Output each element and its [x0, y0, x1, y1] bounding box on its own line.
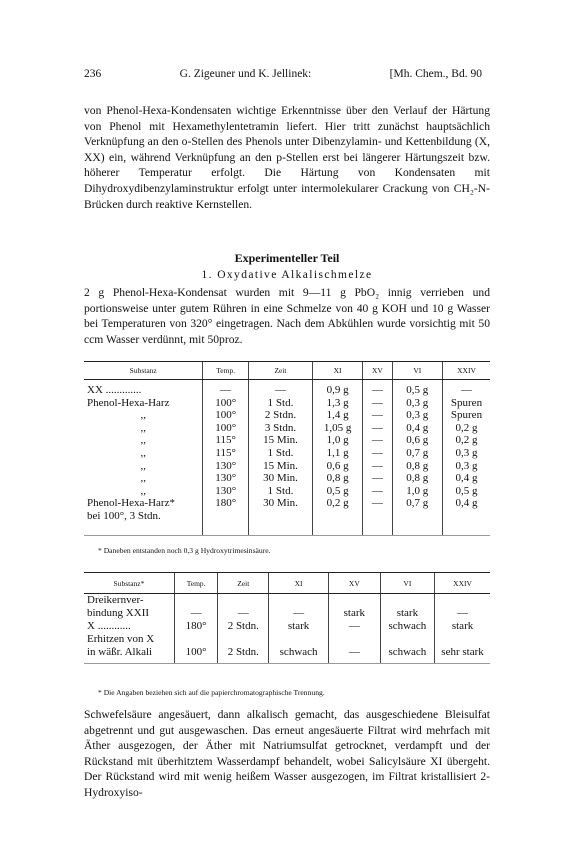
table1-cell: 0,4 g [392, 422, 442, 435]
table1-header-row [84, 362, 490, 380]
table1-footnote: * Daneben entstanden noch 0,3 g Hydroxytrimesinsäure. [98, 546, 271, 555]
table2-cell: stark [269, 620, 329, 633]
table1-cell: 0,3 g [392, 397, 442, 410]
table2-cell: bindung XXII [87, 607, 150, 619]
table2-cell: — [328, 620, 380, 633]
table2-cell [435, 594, 490, 607]
table1-cell: 130° [203, 460, 249, 473]
table1-cell: 115° [203, 434, 249, 447]
table2-cell: stark [380, 607, 434, 620]
page-number: 236 [84, 68, 102, 80]
table1-cell: ,, [140, 409, 146, 422]
table1-cell: 1,0 g [392, 485, 442, 498]
table1-cell: 0,6 g [313, 460, 363, 473]
table2-header-cell: XI [269, 573, 329, 594]
subsection-title: 1. Oxydative Alkalischmelze [201, 269, 373, 281]
table2-cell [218, 633, 269, 646]
table2-cell: sehr stark [435, 646, 490, 664]
table1-cell: XX ............. [87, 384, 142, 396]
table1-cell: 0,4 g [442, 497, 490, 510]
table1-cell: 100° [203, 422, 249, 435]
table1-cell: 0,5 g [442, 485, 490, 498]
running-header [84, 68, 482, 80]
table1-cell: 0,3 g [442, 460, 490, 473]
table1-cell: 0,4 g [442, 472, 490, 485]
table1-cell: ,, [140, 421, 146, 434]
table2-header-cell: Substanz* [84, 573, 174, 594]
table1-row [84, 485, 490, 498]
table1-header-cell: XI [313, 362, 363, 380]
table1-cell: ,, [140, 434, 146, 447]
table2-cell: 100° [174, 646, 217, 664]
table1-cell: 30 Min. [248, 472, 312, 485]
table1-cell: 0,2 g [442, 422, 490, 435]
table1-cell: ,, [140, 484, 146, 497]
table1-cell: 0,8 g [313, 472, 363, 485]
table1-cell: 1,3 g [313, 397, 363, 410]
table2-row [84, 633, 490, 646]
table1-cell [203, 510, 249, 535]
closing-paragraph: Schwefelsäure angesäuert, dann alkalisch gemacht, das ausgeschiedene Bleisulfat abgetrennt und gut ausgewaschen. Das erneut angesäuerte Filtrat wird mehrfach mit Äther ausgezogen, der Äther mit Natriumsulfat getrocknet, verdampft und der Rückstand mit überhitztem Wasserdampf behandelt, wobei Salicylsäure XI übergeht. Der Rückstand wird mit wenig heißem Wasser ausgezogen, im Filtrat kristallisiert 2-Hydroxyiso- [84, 708, 490, 799]
table1-cell: Spuren [442, 397, 490, 410]
table2-header-cell: XXIV [435, 573, 490, 594]
table1-cell: 100° [203, 397, 249, 410]
table1-row [84, 397, 490, 410]
table2-cell: Dreikernver- [87, 594, 144, 606]
table2-cell [435, 633, 490, 646]
table1-cell: — [363, 485, 392, 498]
table1-cell: 0,6 g [392, 434, 442, 447]
table1-cell: 15 Min. [248, 460, 312, 473]
table2-cell: — [174, 607, 217, 620]
table2-cell: X ............ [87, 620, 131, 632]
table1-cell: 0,3 g [442, 447, 490, 460]
table1-cell: 1 Std. [248, 397, 312, 410]
table1-header-cell: Temp. [203, 362, 249, 380]
table2-cell: schwach [380, 620, 434, 633]
table2-cell: — [269, 607, 329, 620]
table1-cell [248, 510, 312, 535]
table1-cell: 0,8 g [392, 472, 442, 485]
table1-row [84, 497, 490, 510]
table1-cell: — [363, 460, 392, 473]
table1-cell: 115° [203, 447, 249, 460]
table2-cell [380, 633, 434, 646]
table1-cell: 1,4 g [313, 409, 363, 422]
table1-row [84, 510, 490, 535]
table2-cell: — [328, 646, 380, 664]
table1-cell: Phenol-Hexa-Harz* [87, 497, 175, 510]
table1-cell: 0,5 g [313, 485, 363, 498]
table1-header-cell: XV [363, 362, 392, 380]
table2-cell [328, 633, 380, 646]
table2-row [84, 620, 490, 633]
table2-cell: 2 Stdn. [218, 646, 269, 664]
table1-row [84, 380, 490, 397]
table1-cell: 130° [203, 485, 249, 498]
table2-cell: schwach [380, 646, 434, 664]
table1-cell: 180° [203, 497, 249, 510]
table1-row [84, 409, 490, 422]
table1-cell: 0,7 g [392, 447, 442, 460]
table1-cell [363, 510, 392, 535]
table1-cell: — [363, 397, 392, 410]
table2-header-row [84, 573, 490, 594]
table1-cell: 1,05 g [313, 422, 363, 435]
table1-cell: 3 Stdn. [248, 422, 312, 435]
table2-cell [218, 594, 269, 607]
table2-cell: schwach [269, 646, 329, 664]
table1-row [84, 447, 490, 460]
section-title: Experimenteller Teil [234, 251, 340, 265]
table2-footnote: * Die Angaben beziehen sich auf die papierchromatographische Trennung. [98, 688, 325, 697]
table1-cell: 30 Min. [248, 497, 312, 510]
header-authors: G. Zigeuner und K. Jellinek: [179, 68, 312, 80]
table1-cell: 1,1 g [313, 447, 363, 460]
table2-cell: Erhitzen von X [87, 633, 155, 645]
table1-cell: 0,8 g [392, 460, 442, 473]
table1-cell: bei 100°, 3 Stdn. [84, 510, 203, 535]
results-table-2 [84, 572, 490, 664]
table1-cell [392, 510, 442, 535]
table1-cell: Spuren [442, 409, 490, 422]
table2-cell [328, 594, 380, 607]
table1-cell: 100° [203, 409, 249, 422]
table1-header-cell: Zeit [248, 362, 312, 380]
table2-cell: — [218, 607, 269, 620]
table1-cell: — [363, 422, 392, 435]
table1-cell: — [363, 380, 392, 397]
table2-cell: 2 Stdn. [218, 620, 269, 633]
table1-cell: — [203, 380, 249, 397]
table2-header-cell: VI [380, 573, 434, 594]
table2-row [84, 646, 490, 664]
table2-header-cell: XV [328, 573, 380, 594]
table1-cell: 130° [203, 472, 249, 485]
table1-cell: 1 Std. [248, 447, 312, 460]
table1-cell: — [442, 380, 490, 397]
intro-paragraph: von Phenol-Hexa-Kondensaten wichtige Erkenntnisse über den Verlauf der Härtung von Phenol mit Hexamethylentetramin liefert. Hier tritt zunächst hauptsächlich Verknüpfung an den o-Stellen des Phenols unter Dibenzylamin- und Kettenbildung (X, XX) ein, während Verknüpfung an den p-Stellen erst bei längerer Härtungszeit bzw. höherer Temperatur erfolgt. Die Härtung von Kondensaten mit Dihydroxydibenzylaminstruktur erfolgt unter intermolekularer Crackung von CH₂-N-Brücken durch reaktive Kernstellen. [84, 104, 490, 211]
table1-row [84, 434, 490, 447]
table2-row [84, 607, 490, 620]
table1-cell: ,, [140, 446, 146, 459]
table2-header-cell: Temp. [174, 573, 217, 594]
table1-cell: — [363, 447, 392, 460]
table1-row [84, 422, 490, 435]
table1-cell: ,, [140, 459, 146, 472]
table2-cell: — [435, 607, 490, 620]
table1-cell: — [363, 497, 392, 510]
table1-cell: 1 Std. [248, 485, 312, 498]
table1-cell: 0,9 g [313, 380, 363, 397]
table1-row [84, 460, 490, 473]
table1-cell: 1,0 g [313, 434, 363, 447]
table1-cell [442, 510, 490, 535]
table2-cell [269, 594, 329, 607]
table2-cell: stark [435, 620, 490, 633]
table2-cell: stark [328, 607, 380, 620]
results-table-1 [84, 361, 490, 536]
table1-cell: 2 Stdn. [248, 409, 312, 422]
table1-cell: 0,2 g [313, 497, 363, 510]
table1-cell: 0,2 g [442, 434, 490, 447]
table2-cell [269, 633, 329, 646]
table1-cell: 0,7 g [392, 497, 442, 510]
table1-header-cell: XXIV [442, 362, 490, 380]
table1-cell: 0,3 g [392, 409, 442, 422]
table2-cell: in wäßr. Alkali [84, 646, 174, 664]
table1-header-cell: VI [392, 362, 442, 380]
table1-cell: 15 Min. [248, 434, 312, 447]
table1-cell: — [363, 409, 392, 422]
table1-cell: ,, [140, 472, 146, 485]
header-journal: [Mh. Chem., Bd. 90 [389, 68, 482, 80]
table1-cell: — [248, 380, 312, 397]
table2-cell [174, 633, 217, 646]
table1-row [84, 472, 490, 485]
method-paragraph: 2 g Phenol-Hexa-Kondensat wurden mit 9—11 g PbO₂ innig verrieben und portionsweise unter gutem Rühren in eine Schmelze von 40 g KOH und 10 g Wasser bei Temperaturen von 320° eingetragen. Nach dem Abkühlen wurde vorsichtig mit 50 ccm Wasser verdünnt, mit 50proz. [84, 286, 490, 346]
table1-cell: — [363, 434, 392, 447]
table2-cell [380, 594, 434, 607]
table2-cell: 180° [174, 620, 217, 633]
table1-cell: 0,5 g [392, 380, 442, 397]
table2-header-cell: Zeit [218, 573, 269, 594]
table1-cell [313, 510, 363, 535]
table1-cell: Phenol-Hexa-Harz [87, 396, 170, 409]
table2-row [84, 594, 490, 607]
table1-cell: — [363, 472, 392, 485]
table1-header-cell: Substanz [84, 362, 203, 380]
table2-cell [174, 594, 217, 607]
